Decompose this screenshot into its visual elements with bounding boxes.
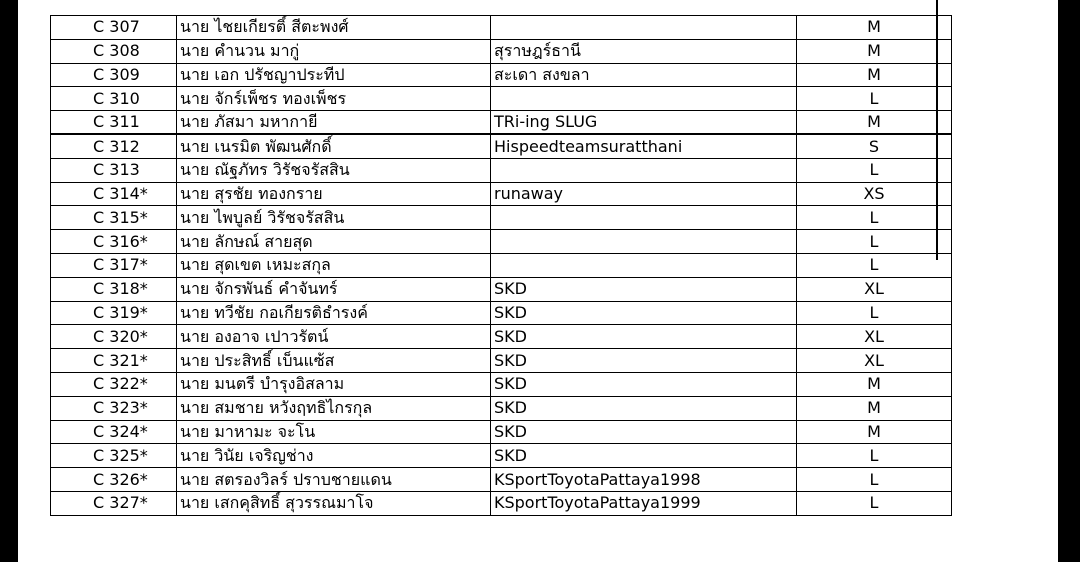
code-cell: C 315* [51,206,177,230]
document-page [18,0,1058,562]
size-cell: M [797,396,952,420]
size-cell: M [797,39,952,63]
size-cell: L [797,301,952,325]
name-cell: นาย องอาจ เปาวรัตน์ [177,325,491,349]
team-cell: สะเดา สงขลา [491,63,797,87]
code-cell: C 318* [51,277,177,301]
table-row [51,325,952,349]
size-cell: L [797,206,952,230]
team-cell: สุราษฎร์ธานี [491,39,797,63]
team-cell: runaway [491,182,797,206]
code-cell: C 314* [51,182,177,206]
code-cell: C 311 [51,111,177,135]
table-row [51,111,952,135]
name-cell: นาย ประสิทธิ์ เบ็นแซ้ส [177,349,491,373]
table-row [51,372,952,396]
size-cell: L [797,158,952,182]
team-cell [491,230,797,254]
name-cell: นาย ไพบูลย์ วิรัชจรัสสิน [177,206,491,230]
table-row [51,444,952,468]
table-row [51,420,952,444]
size-cell: M [797,372,952,396]
table-row [51,87,952,111]
team-cell: SKD [491,277,797,301]
name-cell: นาย มนตรี บำรุงอิสลาม [177,372,491,396]
table-row [51,253,952,277]
participant-table [50,15,952,516]
name-cell: นาย ทวีชัย กอเกียรติธำรงค์ [177,301,491,325]
size-cell: M [797,16,952,40]
team-cell: KSportToyotaPattaya1999 [491,491,797,515]
code-cell: C 324* [51,420,177,444]
code-cell: C 325* [51,444,177,468]
size-cell: XS [797,182,952,206]
size-cell: XL [797,349,952,373]
name-cell: นาย สุรชัย ทองกราย [177,182,491,206]
table-row [51,158,952,182]
team-cell: SKD [491,444,797,468]
code-cell: C 326* [51,468,177,492]
team-cell [491,206,797,230]
name-cell: นาย ไชยเกียรติ์ สีตะพงศ์ [177,16,491,40]
code-cell: C 316* [51,230,177,254]
name-cell: นาย คำนวน มากู่ [177,39,491,63]
name-cell: นาย ลักษณ์ สายสุด [177,230,491,254]
table-row [51,349,952,373]
team-cell: SKD [491,301,797,325]
table-row [51,206,952,230]
table-row [51,491,952,515]
team-cell [491,158,797,182]
table-row [51,396,952,420]
code-cell: C 312 [51,134,177,158]
name-cell: นาย จักร์เพ็ชร ทองเพ็ชร [177,87,491,111]
team-cell: SKD [491,396,797,420]
team-cell: SKD [491,325,797,349]
size-cell: M [797,63,952,87]
size-cell: L [797,491,952,515]
size-cell: XL [797,277,952,301]
team-cell [491,16,797,40]
code-cell: C 327* [51,491,177,515]
size-cell: L [797,444,952,468]
table-row [51,277,952,301]
code-cell: C 308 [51,39,177,63]
size-cell: L [797,468,952,492]
size-cell: L [797,87,952,111]
name-cell: นาย สตรองวิลร์ ปราบชายแดน [177,468,491,492]
table-row [51,134,952,158]
table-row [51,182,952,206]
name-cell: นาย ณัฐภัทร วิรัชจรัสสิน [177,158,491,182]
size-cell: L [797,230,952,254]
name-cell: นาย เนรมิต พัฒนศักดิ์ [177,134,491,158]
team-cell: SKD [491,420,797,444]
code-cell: C 321* [51,349,177,373]
team-cell: SKD [491,372,797,396]
name-cell: นาย ภัสมา มหากายี [177,111,491,135]
name-cell: นาย สมชาย หวังฤทธิไกรกุล [177,396,491,420]
name-cell: นาย สุดเขต เหมะสกุล [177,253,491,277]
participant-table-body [51,16,952,516]
size-cell: XL [797,325,952,349]
code-cell: C 309 [51,63,177,87]
team-cell [491,87,797,111]
team-cell [491,253,797,277]
code-cell: C 307 [51,16,177,40]
name-cell: นาย มาหามะ จะโน [177,420,491,444]
size-cell: M [797,420,952,444]
code-cell: C 313 [51,158,177,182]
size-cell: M [797,111,952,135]
table-row [51,16,952,40]
table-row [51,468,952,492]
name-cell: นาย วินัย เจริญช่าง [177,444,491,468]
table-row [51,301,952,325]
table-row [51,63,952,87]
code-cell: C 323* [51,396,177,420]
table-row [51,230,952,254]
team-cell: SKD [491,349,797,373]
name-cell: นาย จักรพันธ์ คำจันทร์ [177,277,491,301]
team-cell: Hispeedteamsuratthani [491,134,797,158]
team-cell: TRi-ing SLUG [491,111,797,135]
code-cell: C 310 [51,87,177,111]
size-cell: S [797,134,952,158]
name-cell: นาย เอก ปรัชญาประทีป [177,63,491,87]
name-cell: นาย เสกคุสิทธิ์ สุวรรณมาโจ [177,491,491,515]
table-row [51,39,952,63]
code-cell: C 322* [51,372,177,396]
code-cell: C 320* [51,325,177,349]
code-cell: C 317* [51,253,177,277]
team-cell: KSportToyotaPattaya1998 [491,468,797,492]
size-cell: L [797,253,952,277]
code-cell: C 319* [51,301,177,325]
